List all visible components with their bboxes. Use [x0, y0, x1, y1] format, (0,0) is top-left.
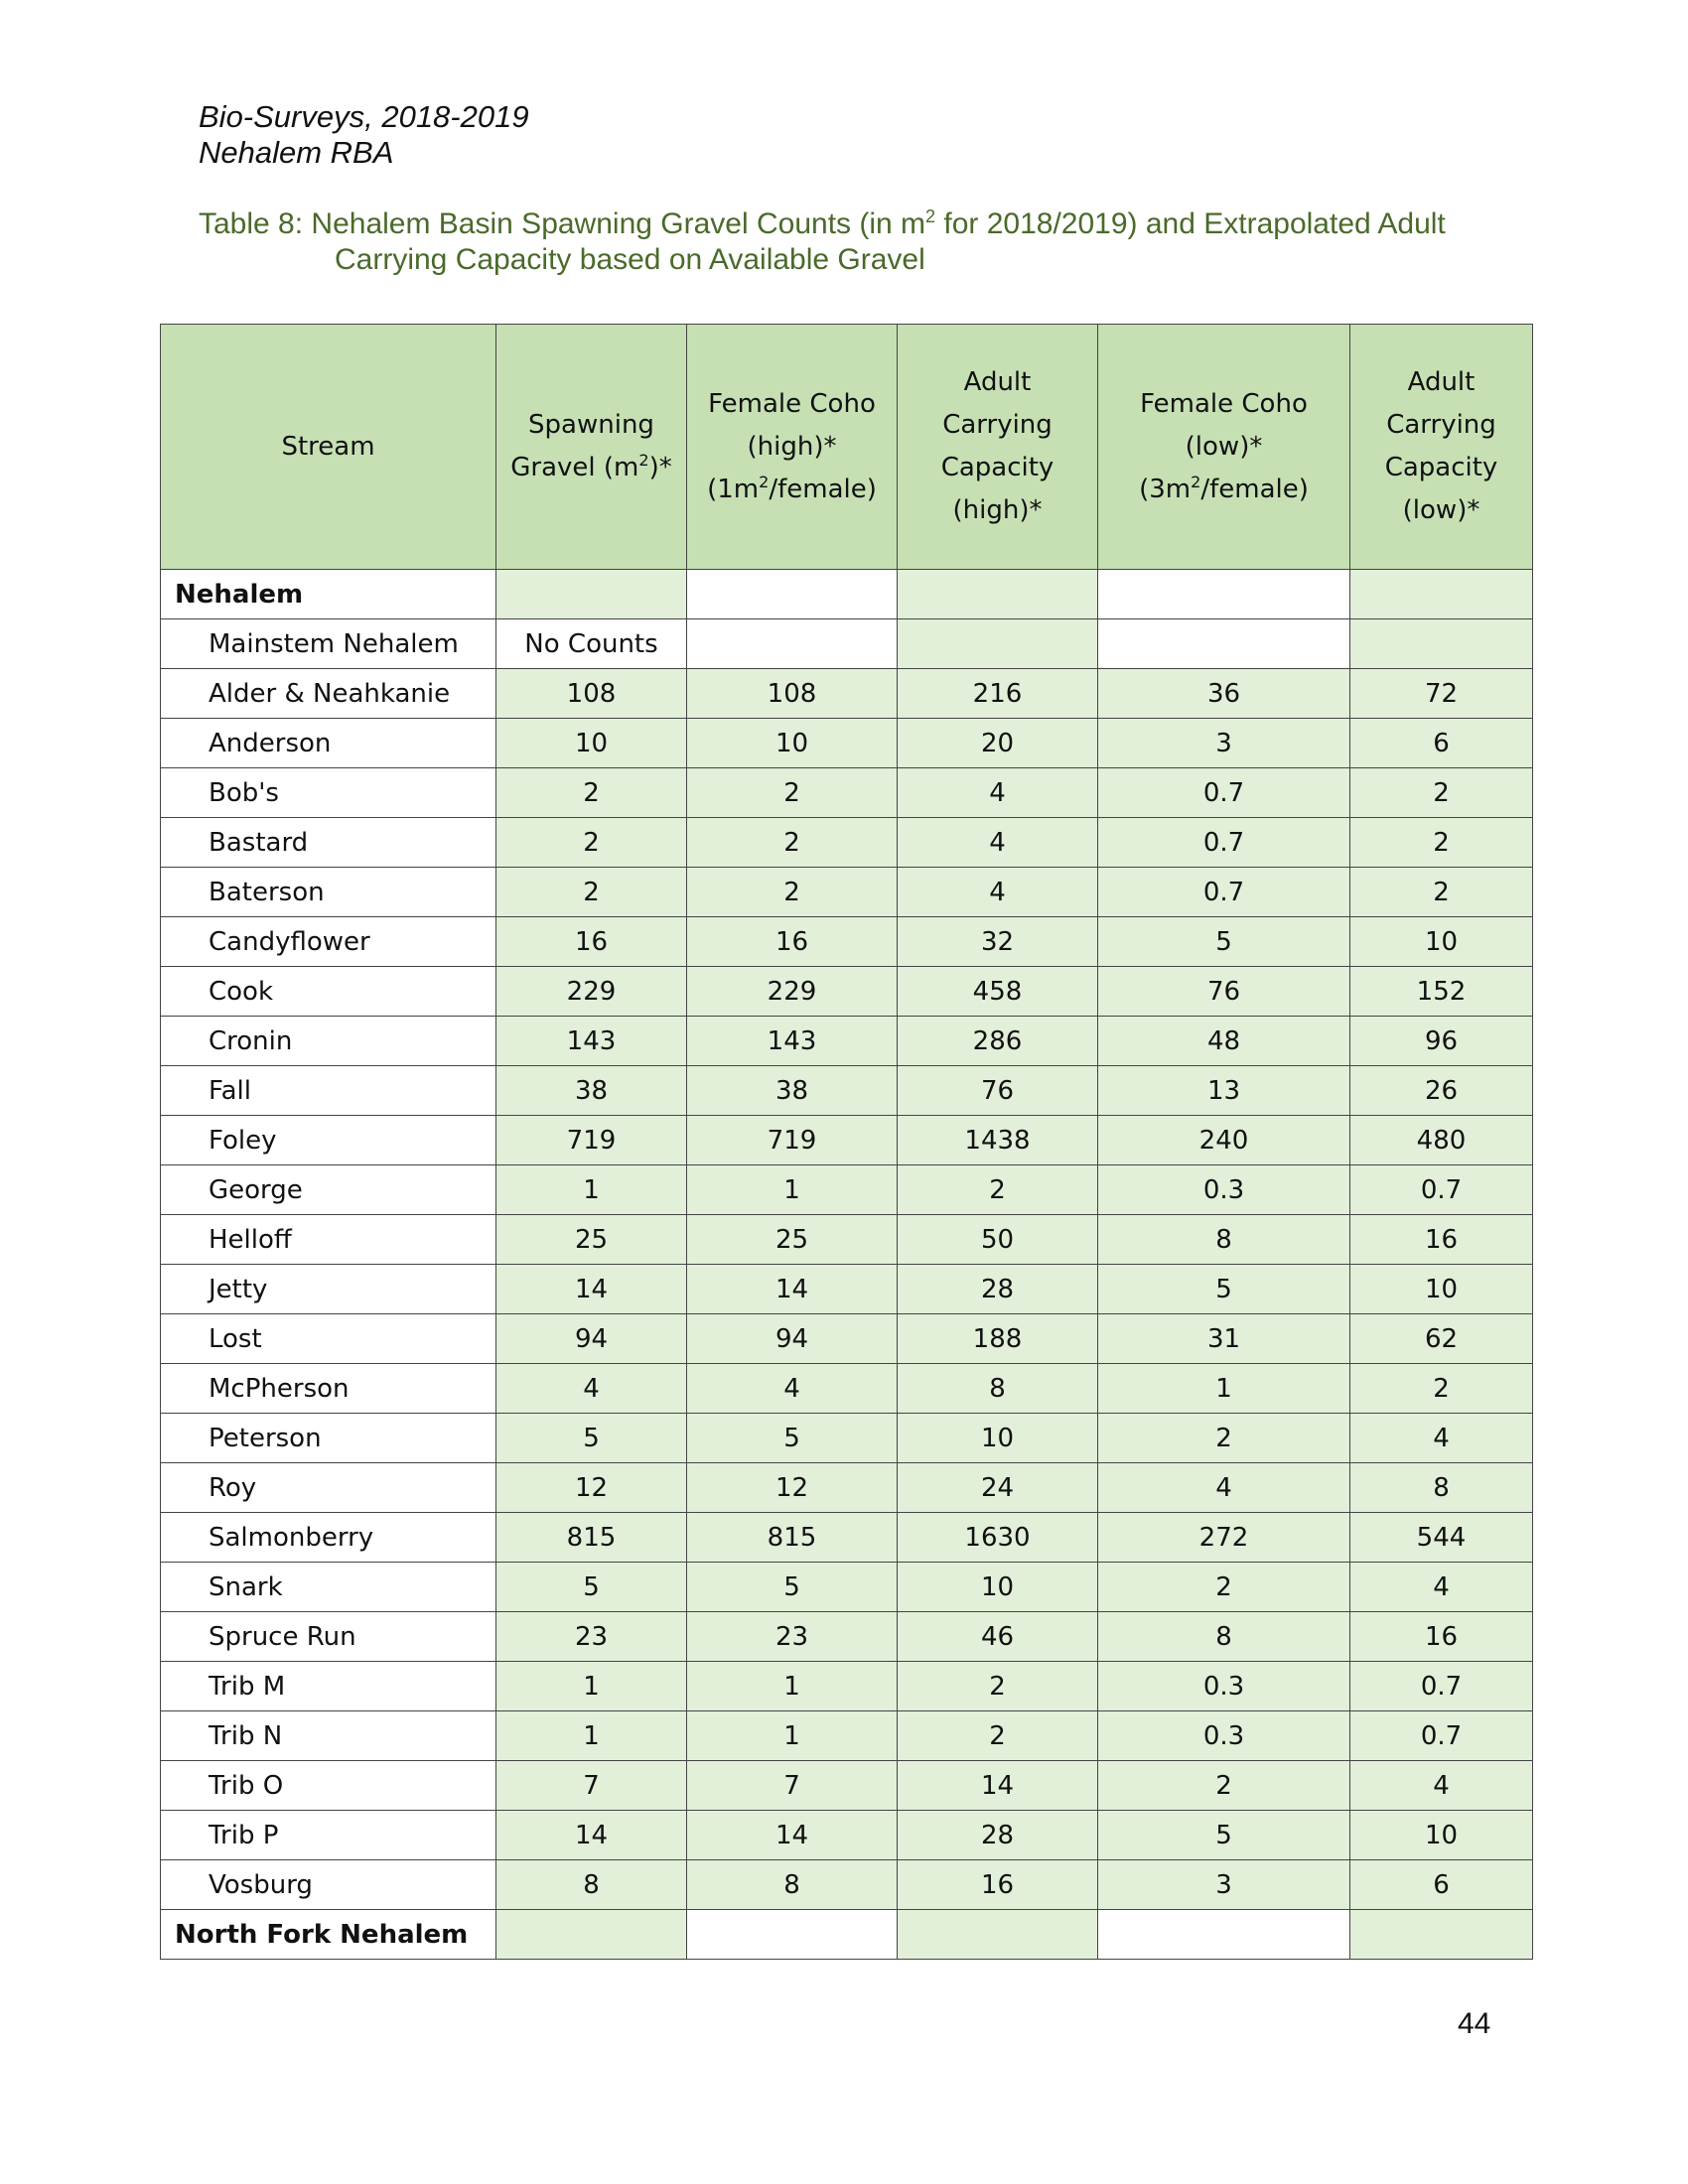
- adult-capacity-low-value: 10: [1350, 1811, 1533, 1860]
- spawning-gravel-value: 2: [496, 818, 687, 868]
- table-row: [161, 967, 1533, 1017]
- adult-capacity-low-value: 4: [1350, 1414, 1533, 1463]
- adult-capacity-low-value: 0.7: [1350, 1711, 1533, 1761]
- female-coho-high-value: 25: [687, 1215, 898, 1265]
- stream-name: Lost: [161, 1314, 496, 1364]
- adult-capacity-high-value: 20: [898, 719, 1098, 768]
- table-row: [161, 1662, 1533, 1711]
- stream-name: McPherson: [161, 1364, 496, 1414]
- caption-superscript: 2: [925, 206, 936, 226]
- female-coho-high-value: 2: [687, 868, 898, 917]
- adult-capacity-high-value: 4: [898, 868, 1098, 917]
- adult-capacity-high-value: 2: [898, 1662, 1098, 1711]
- spawning-gravel-value: 108: [496, 669, 687, 719]
- table-row: [161, 1513, 1533, 1563]
- female-coho-low-value: 13: [1098, 1066, 1350, 1116]
- table-row: [161, 719, 1533, 768]
- stream-name: Trib N: [161, 1711, 496, 1761]
- stream-name: Baterson: [161, 868, 496, 917]
- header-female-coho-high: Female Coho (high)* $(1m^2/female)$: [687, 325, 898, 570]
- table-row: [161, 1364, 1533, 1414]
- adult-capacity-low-value: 480: [1350, 1116, 1533, 1165]
- table-row: [161, 669, 1533, 719]
- table-row: [161, 1761, 1533, 1811]
- stream-name: Cronin: [161, 1017, 496, 1066]
- adult-capacity-low-value: 2: [1350, 818, 1533, 868]
- adult-capacity-low-value: 544: [1350, 1513, 1533, 1563]
- stream-name: Bob's: [161, 768, 496, 818]
- female-coho-high-value: 1: [687, 1662, 898, 1711]
- caption-text-end: for 2018/2019) and Extrapolated Adult: [935, 207, 1446, 240]
- female-coho-low-value: 31: [1098, 1314, 1350, 1364]
- female-coho-low-value: 36: [1098, 669, 1350, 719]
- adult-capacity-high-value: 14: [898, 1761, 1098, 1811]
- spawning-gravel-value: 5: [496, 1563, 687, 1612]
- table-row: [161, 768, 1533, 818]
- group-label: North Fork Nehalem: [161, 1910, 496, 1960]
- stream-name: Peterson: [161, 1414, 496, 1463]
- female-coho-low-value: 4: [1098, 1463, 1350, 1513]
- group-row-nehalem: [161, 570, 1533, 619]
- stream-name: George: [161, 1165, 496, 1215]
- spawning-gravel-value: 1: [496, 1662, 687, 1711]
- spawning-gravel-value: 16: [496, 917, 687, 967]
- adult-capacity-high-value: 1438: [898, 1116, 1098, 1165]
- female-coho-low-value: 0.7: [1098, 768, 1350, 818]
- header-line-2: Nehalem RBA: [199, 135, 394, 170]
- adult-capacity-high-value: 8: [898, 1364, 1098, 1414]
- female-coho-high-value: 229: [687, 967, 898, 1017]
- table-row: [161, 1116, 1533, 1165]
- table-row: [161, 1612, 1533, 1662]
- table-row: [161, 1811, 1533, 1860]
- spawning-gravel-value: 1: [496, 1711, 687, 1761]
- header-spawning-gravel: Spawning Gravel $(m^2)*$: [496, 325, 687, 570]
- female-coho-high-value: 7: [687, 1761, 898, 1811]
- female-coho-low-value: 5: [1098, 1811, 1350, 1860]
- adult-capacity-high-value: 76: [898, 1066, 1098, 1116]
- female-coho-high-value: 5: [687, 1563, 898, 1612]
- stream-name: Foley: [161, 1116, 496, 1165]
- table-header-row: [161, 325, 1533, 570]
- table-row: [161, 1215, 1533, 1265]
- adult-capacity-low-value: 0.7: [1350, 1662, 1533, 1711]
- adult-capacity-low-value: 16: [1350, 1215, 1533, 1265]
- adult-capacity-low-value: 72: [1350, 669, 1533, 719]
- adult-capacity-low-value: 62: [1350, 1314, 1533, 1364]
- spawning-gravel-value: 5: [496, 1414, 687, 1463]
- adult-capacity-high-value: 16: [898, 1860, 1098, 1910]
- spawning-gravel-value: 94: [496, 1314, 687, 1364]
- female-coho-low-value: 0.3: [1098, 1711, 1350, 1761]
- female-coho-high-value: 143: [687, 1017, 898, 1066]
- adult-capacity-high-value: 1630: [898, 1513, 1098, 1563]
- female-coho-low-value: 1: [1098, 1364, 1350, 1414]
- adult-capacity-high-value: 2: [898, 1711, 1098, 1761]
- female-coho-low-value: 8: [1098, 1612, 1350, 1662]
- female-coho-low-value: 0.3: [1098, 1662, 1350, 1711]
- stream-name: Bastard: [161, 818, 496, 868]
- female-coho-high-value: 5: [687, 1414, 898, 1463]
- adult-capacity-high-value: 28: [898, 1811, 1098, 1860]
- female-coho-high-value: 38: [687, 1066, 898, 1116]
- adult-capacity-low-value: 6: [1350, 719, 1533, 768]
- table-row: [161, 1860, 1533, 1910]
- adult-capacity-high-value: 4: [898, 818, 1098, 868]
- female-coho-high-value: 8: [687, 1860, 898, 1910]
- female-coho-high-value: 1: [687, 1711, 898, 1761]
- adult-capacity-low-value: 4: [1350, 1761, 1533, 1811]
- female-coho-low-value: 240: [1098, 1116, 1350, 1165]
- adult-capacity-high-value: 286: [898, 1017, 1098, 1066]
- stream-name: Snark: [161, 1563, 496, 1612]
- adult-capacity-low-value: 2: [1350, 768, 1533, 818]
- adult-capacity-low-value: 8: [1350, 1463, 1533, 1513]
- stream-name: Roy: [161, 1463, 496, 1513]
- table-row: [161, 1314, 1533, 1364]
- adult-capacity-high-value: 458: [898, 967, 1098, 1017]
- female-coho-high-value: 12: [687, 1463, 898, 1513]
- table-row: [161, 1414, 1533, 1463]
- spawning-gravel-value: 1: [496, 1165, 687, 1215]
- stream-name: Spruce Run: [161, 1612, 496, 1662]
- stream-name: Alder & Neahkanie: [161, 669, 496, 719]
- stream-name: Helloff: [161, 1215, 496, 1265]
- table-row: [161, 1265, 1533, 1314]
- female-coho-low-value: 3: [1098, 1860, 1350, 1910]
- spawning-gravel-value: 10: [496, 719, 687, 768]
- female-coho-high-value: 1: [687, 1165, 898, 1215]
- female-coho-high-value: 2: [687, 768, 898, 818]
- adult-capacity-high-value: 2: [898, 1165, 1098, 1215]
- adult-capacity-high-value: 4: [898, 768, 1098, 818]
- adult-capacity-low-value: 26: [1350, 1066, 1533, 1116]
- table-row: [161, 818, 1533, 868]
- female-coho-high-value: 4: [687, 1364, 898, 1414]
- spawning-gravel-value: 8: [496, 1860, 687, 1910]
- stream-name: Fall: [161, 1066, 496, 1116]
- adult-capacity-high-value: 216: [898, 669, 1098, 719]
- spawning-gravel-value: 719: [496, 1116, 687, 1165]
- adult-capacity-high-value: 50: [898, 1215, 1098, 1265]
- adult-capacity-low-value: 4: [1350, 1563, 1533, 1612]
- adult-capacity-high-value: 28: [898, 1265, 1098, 1314]
- header-female-coho-low: Female Coho (low)* $(3m^2/female)$: [1098, 325, 1350, 570]
- female-coho-high-value: 815: [687, 1513, 898, 1563]
- header-stream: Stream: [161, 325, 496, 570]
- table-row: [161, 1066, 1533, 1116]
- adult-capacity-low-value: 152: [1350, 967, 1533, 1017]
- adult-capacity-high-value: 10: [898, 1563, 1098, 1612]
- stream-name: Trib M: [161, 1662, 496, 1711]
- adult-capacity-high-value: 46: [898, 1612, 1098, 1662]
- spawning-gravel-value: 38: [496, 1066, 687, 1116]
- female-coho-high-value: 23: [687, 1612, 898, 1662]
- adult-capacity-low-value: 6: [1350, 1860, 1533, 1910]
- caption-line-2: Carrying Capacity based on Available Gravel: [335, 243, 925, 276]
- running-header: [199, 99, 529, 171]
- spawning-gravel-value: 815: [496, 1513, 687, 1563]
- spawning-gravel-value: 23: [496, 1612, 687, 1662]
- adult-capacity-high-value: 24: [898, 1463, 1098, 1513]
- spawning-gravel-value: 4: [496, 1364, 687, 1414]
- adult-capacity-high-value: 32: [898, 917, 1098, 967]
- stream-name: Trib O: [161, 1761, 496, 1811]
- spawning-gravel-value: 143: [496, 1017, 687, 1066]
- stream-name: Candyflower: [161, 917, 496, 967]
- female-coho-low-value: 272: [1098, 1513, 1350, 1563]
- table-caption: [199, 199, 1519, 278]
- female-coho-low-value: 76: [1098, 967, 1350, 1017]
- adult-capacity-low-value: 2: [1350, 1364, 1533, 1414]
- female-coho-high-value: 16: [687, 917, 898, 967]
- spawning-gravel-value: 2: [496, 768, 687, 818]
- stream-name: Jetty: [161, 1265, 496, 1314]
- stream-name: Trib P: [161, 1811, 496, 1860]
- table-row: [161, 868, 1533, 917]
- adult-capacity-low-value: 96: [1350, 1017, 1533, 1066]
- adult-capacity-high-value: 188: [898, 1314, 1098, 1364]
- female-coho-high-value: 14: [687, 1811, 898, 1860]
- spawning-gravel-value: 14: [496, 1265, 687, 1314]
- stream-name: Anderson: [161, 719, 496, 768]
- adult-capacity-low-value: 2: [1350, 868, 1533, 917]
- header-adult-capacity-low: Adult Carrying Capacity (low)*: [1350, 325, 1533, 570]
- female-coho-high-value: 10: [687, 719, 898, 768]
- adult-capacity-low-value: 16: [1350, 1612, 1533, 1662]
- spawning-gravel-value: 7: [496, 1761, 687, 1811]
- header-adult-capacity-high: Adult Carrying Capacity (high)*: [898, 325, 1098, 570]
- adult-capacity-low-value: 10: [1350, 1265, 1533, 1314]
- header-line-1: Bio-Surveys, 2018-2019: [199, 99, 529, 134]
- spawning-gravel-value: 2: [496, 868, 687, 917]
- group-row-north-fork: [161, 1910, 1533, 1960]
- female-coho-high-value: 14: [687, 1265, 898, 1314]
- no-counts-note: No Counts: [496, 619, 687, 669]
- caption-text-start: Table 8: Nehalem Basin Spawning Gravel Counts (in m: [199, 207, 926, 240]
- female-coho-high-value: 94: [687, 1314, 898, 1364]
- female-coho-low-value: 8: [1098, 1215, 1350, 1265]
- female-coho-low-value: 5: [1098, 917, 1350, 967]
- adult-capacity-high-value: 10: [898, 1414, 1098, 1463]
- group-label: Nehalem: [161, 570, 496, 619]
- female-coho-low-value: 5: [1098, 1265, 1350, 1314]
- female-coho-low-value: 3: [1098, 719, 1350, 768]
- female-coho-low-value: 0.7: [1098, 868, 1350, 917]
- table-row: [161, 917, 1533, 967]
- female-coho-high-value: 2: [687, 818, 898, 868]
- table-row: [161, 1165, 1533, 1215]
- stream-name: Cook: [161, 967, 496, 1017]
- table-row: [161, 1711, 1533, 1761]
- stream-name: Salmonberry: [161, 1513, 496, 1563]
- female-coho-low-value: 2: [1098, 1761, 1350, 1811]
- female-coho-high-value: 719: [687, 1116, 898, 1165]
- female-coho-low-value: 0.7: [1098, 818, 1350, 868]
- table-row: [161, 1017, 1533, 1066]
- table-row-mainstem: [161, 619, 1533, 669]
- adult-capacity-low-value: 10: [1350, 917, 1533, 967]
- page-number: 44: [1458, 2007, 1491, 2040]
- female-coho-low-value: 2: [1098, 1563, 1350, 1612]
- female-coho-high-value: 108: [687, 669, 898, 719]
- spawning-gravel-value: 12: [496, 1463, 687, 1513]
- spawning-gravel-value: 25: [496, 1215, 687, 1265]
- table-row: [161, 1563, 1533, 1612]
- table-row: [161, 1463, 1533, 1513]
- stream-name: Vosburg: [161, 1860, 496, 1910]
- female-coho-low-value: 2: [1098, 1414, 1350, 1463]
- female-coho-low-value: 48: [1098, 1017, 1350, 1066]
- stream-name: Mainstem Nehalem: [161, 619, 496, 669]
- spawning-gravel-value: 229: [496, 967, 687, 1017]
- gravel-counts-table: [160, 324, 1533, 1960]
- adult-capacity-low-value: 0.7: [1350, 1165, 1533, 1215]
- spawning-gravel-value: 14: [496, 1811, 687, 1860]
- female-coho-low-value: 0.3: [1098, 1165, 1350, 1215]
